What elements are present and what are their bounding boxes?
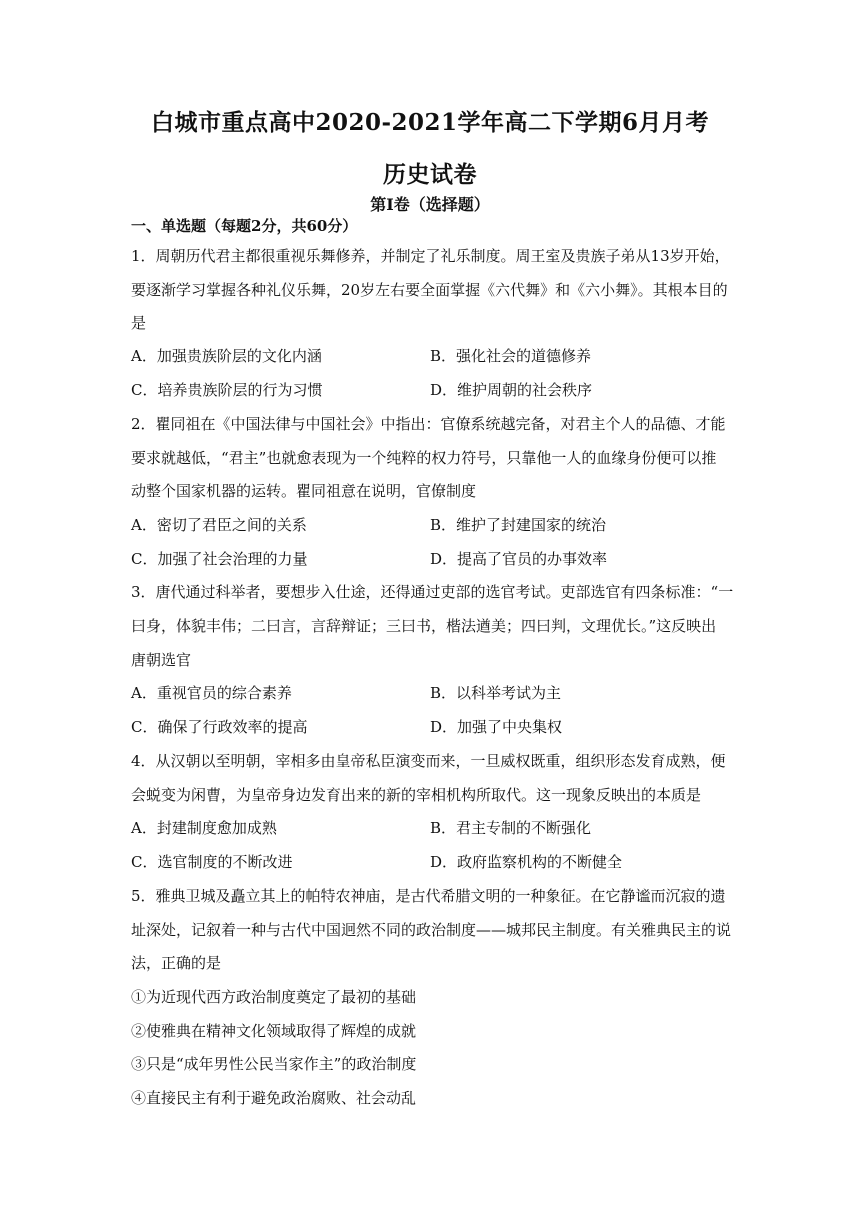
q1-option-a: A．加强贵族阶层的文化内涵 — [131, 347, 322, 365]
q3-line-3: 唐朝选官 — [131, 651, 192, 669]
q2-line-1: 2．瞿同祖在《中国法律与中国社会》中指出：官僚系统越完备，对君主个人的品德、才能 — [131, 415, 726, 433]
q3-option-d: D．加强了中央集权 — [430, 718, 563, 736]
q4-option-b: B．君主专制的不断强化 — [430, 819, 592, 837]
q5-line-2: 址深处，记叙着一种与古代中国迥然不同的政治制度——城邦民主制度。有关雅典民主的说 — [131, 921, 732, 939]
q1-option-c: C．培养贵族阶层的行为习惯 — [131, 381, 323, 399]
q2-option-a: A．密切了君臣之间的关系 — [131, 516, 307, 534]
q2-line-3: 动整个国家机器的运转。瞿同祖意在说明，官僚制度 — [131, 482, 477, 500]
q4-option-c: C．选官制度的不断改进 — [131, 853, 293, 871]
q2-option-b: B．维护了封建国家的统治 — [430, 516, 607, 534]
q3-option-a: A．重视官员的综合素养 — [131, 684, 292, 702]
q1-option-b: B．强化社会的道德修养 — [430, 347, 592, 365]
q5-statement-2: ②使雅典在精神文化领域取得了辉煌的成就 — [131, 1022, 417, 1040]
q1-line-2: 要逐渐学习掌握各种礼仪乐舞，20岁左右要全面掌握《六代舞》和《六小舞》。其根本目的 — [131, 281, 728, 299]
q3-option-b: B．以科举考试为主 — [430, 684, 562, 702]
q5-line-1: 5．雅典卫城及矗立其上的帕特农神庙，是古代希腊文明的一种象征。在它静谧而沉寂的遗 — [131, 887, 726, 905]
q5-statement-3: ③只是“成年男性公民当家作主”的政治制度 — [131, 1055, 417, 1073]
q3-line-1: 3．唐代通过科举者，要想步入仕途，还得通过吏部的选官考试。吏部选官有四条标准：“一 — [131, 583, 734, 601]
q4-option-d: D．政府监察机构的不断健全 — [430, 853, 623, 871]
q1-option-d: D．维护周朝的社会秩序 — [430, 381, 593, 399]
q2-option-c: C．加强了社会治理的力量 — [131, 550, 308, 568]
q4-line-1: 4．从汉朝以至明朝，宰相多由皇帝私臣演变而来，一旦威权既重，组织形态发育成熟，便 — [131, 752, 726, 770]
q2-line-2: 要求就越低，“君主”也就愈表现为一个纯粹的权力符号，只靠他一人的血缘身份便可以推 — [131, 449, 717, 467]
exam-subject: 历史试卷 — [383, 161, 477, 188]
q4-option-a: A．封建制度愈加成熟 — [131, 819, 277, 837]
q3-option-c: C．确保了行政效率的提高 — [131, 718, 308, 736]
exam-title: 白城市重点高中2020-2021学年高二下学期6月月考 — [150, 109, 710, 136]
q1-line-3: 是 — [131, 314, 147, 332]
q5-statement-1: ①为近现代西方政治制度奠定了最初的基础 — [131, 988, 417, 1006]
section-title: 第Ⅰ卷（选择题） — [370, 195, 490, 214]
q5-line-3: 法，正确的是 — [131, 954, 222, 972]
q5-statement-4: ④直接民主有利于避免政治腐败、社会动乱 — [131, 1089, 417, 1107]
q1-line-1: 1．周朝历代君主都很重视乐舞修养，并制定了礼乐制度。周王室及贵族子弟从13岁开始， — [131, 247, 730, 265]
q3-line-2: 曰身，体貌丰伟；二曰言，言辞辩证；三曰书，楷法遒美；四曰判，文理优长。”这反映出 — [131, 617, 717, 635]
q2-option-d: D．提高了官员的办事效率 — [430, 550, 608, 568]
q4-line-2: 会蜕变为闲曹，为皇帝身边发育出来的新的宰相机构所取代。这一现象反映出的本质是 — [131, 786, 702, 804]
part-heading: 一、单选题（每题2分，共60分） — [131, 217, 358, 235]
